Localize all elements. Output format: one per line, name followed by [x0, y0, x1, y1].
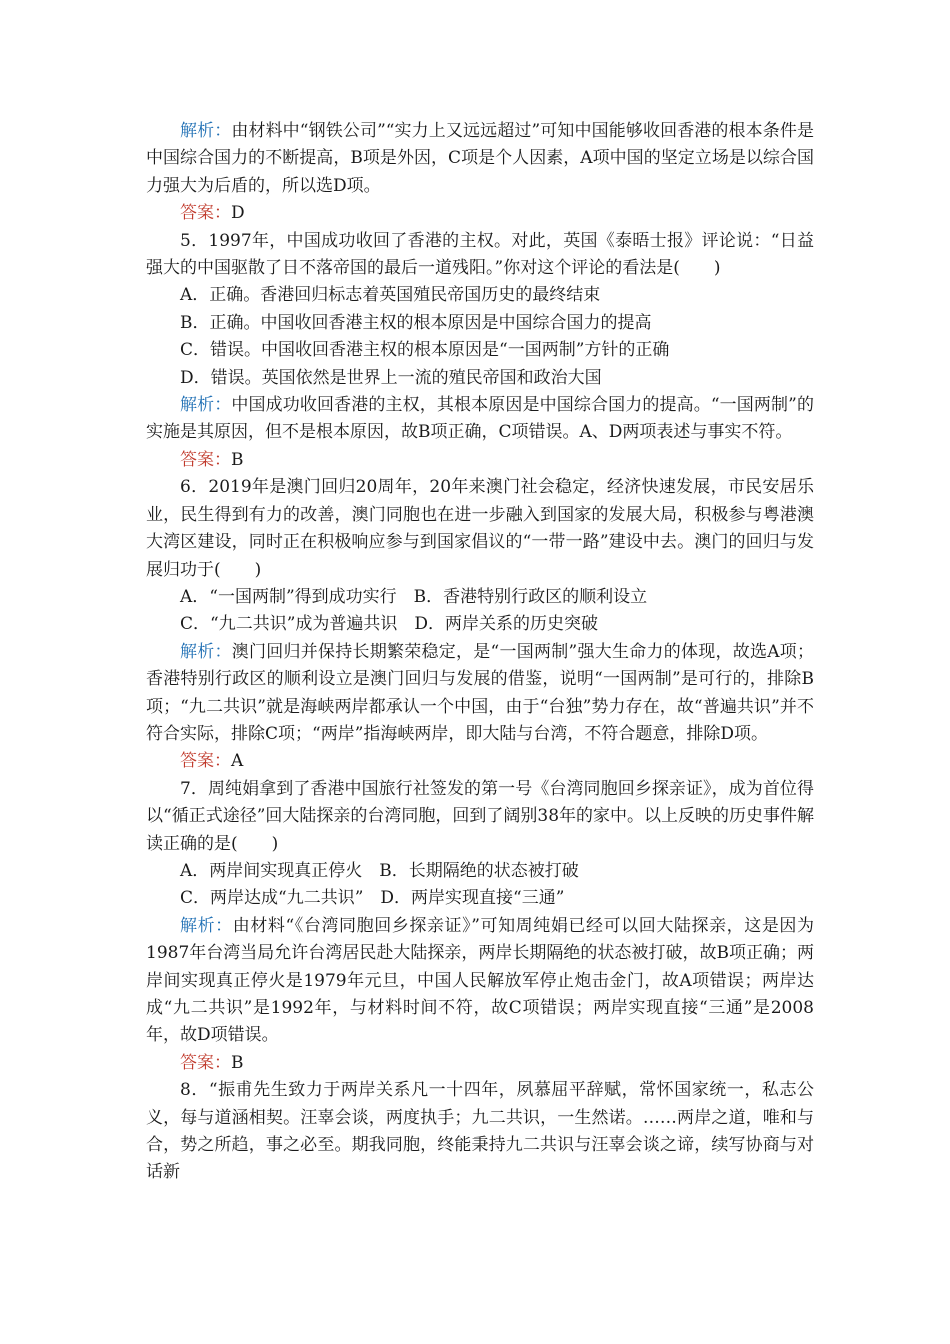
answer-line	[146, 1050, 814, 1077]
analysis-text: 由材料中“钢铁公司”“实力上又远远超过”可知中国能够收回香港的根本条件是中国综合国力的不断提高，B项是外因，C项是个人因素，A项中国的坚定立场是以综合国力强大为后盾的，所以选D项。	[146, 121, 814, 196]
analysis-paragraph	[146, 913, 814, 1050]
answer-line	[146, 748, 814, 775]
question-stem: 5．1997年，中国成功收回了香港的主权。对此，英国《泰晤士报》评论说：“日益强大的中国驱散了日不落帝国的最后一道残阳。”你对这个评论的看法是( )	[146, 230, 814, 279]
answer-label: 答案：	[180, 1052, 231, 1073]
option-d: D．错误。英国依然是世界上一流的殖民帝国和政治大国	[180, 367, 602, 388]
analysis-text: 中国成功收回香港的主权，其根本原因是中国综合国力的提高。“一国两制”的实施是其原因，但不是根本原因，故B项正确，C项错误。A、D两项表述与事实不符。	[146, 395, 814, 443]
analysis-paragraph	[146, 392, 814, 447]
analysis-paragraph	[146, 639, 814, 749]
option-row-cd: C．两岸达成“九二共识” D．两岸实现直接“三通”	[180, 888, 565, 909]
analysis-paragraph	[146, 118, 814, 200]
answer-label: 答案：	[180, 203, 231, 224]
analysis-label: 解析：	[180, 395, 232, 416]
document-page	[146, 118, 814, 1187]
answer-value: D	[231, 203, 245, 224]
analysis-text: 澳门回归并保持长期繁荣稳定，是“一国两制”强大生命力的体现，故选A项；香港特别行政区的顺利设立是澳门回归与发展的借鉴，说明“一国两制”是可行的，排除B项；“九二共识”就是海峡两岸都承认一个中国，由于“台独”势力存在，故“普遍共识”并不符合实际，排除C项；“两岸”指海峡两岸，即大陆与台湾，不符合题意，排除D项。	[146, 641, 814, 744]
option-row-ab: A．两岸间实现真正停火 B．长期隔绝的状态被打破	[180, 860, 579, 881]
answer-line	[146, 200, 814, 227]
option-row-ab: A．“一国两制”得到成功实行 B．香港特别行政区的顺利设立	[180, 586, 648, 607]
analysis-label: 解析：	[180, 121, 232, 141]
answer-label: 答案：	[180, 751, 231, 772]
option-row-cd: C．“九二共识”成为普遍共识 D．两岸关系的历史突破	[180, 614, 599, 635]
option-a: A．正确。香港回归标志着英国殖民帝国历史的最终结束	[180, 285, 601, 306]
answer-label: 答案：	[180, 449, 231, 470]
analysis-label: 解析：	[180, 641, 232, 662]
answer-line	[146, 447, 814, 474]
question-stem: 8．“振甫先生致力于两岸关系凡一十四年，夙慕屈平辞赋，常怀国家统一，私志公义，每与道涵相契。汪辜会谈，两度执手；九二共识，一生然诺。……两岸之道，唯和与合，势之所趋，事之必至。期我同胞，终能秉持九二共识与汪辜会谈之谛，续写协商与对话新	[146, 1080, 814, 1183]
option-c: C．错误。中国收回香港主权的根本原因是“一国两制”方针的正确	[180, 340, 670, 361]
question-stem: 6．2019年是澳门回归20周年，20年来澳门社会稳定，经济快速发展，市民安居乐业，民生得到有力的改善，澳门同胞也在进一步融入到国家的发展大局，积极参与粤港澳大湾区建设，同时正在积极响应参与到国家倡议的“一带一路”建设中去。澳门的回归与发展归功于( )	[146, 477, 814, 580]
answer-value: B	[231, 1052, 244, 1073]
analysis-text: 由材料“《台湾同胞回乡探亲证》”可知周纯娟已经可以回大陆探亲，这是因为1987年台湾当局允许台湾居民赴大陆探亲，两岸长期隔绝的状态被打破，故B项正确；两岸间实现真正停火是1979年元旦，中国人民解放军停止炮击金门，故A项错误；两岸达成“九二共识”是1992年，与材料时间不符，故C项错误；两岸实现直接“三通”是2008年，故D项错误。	[146, 915, 815, 1046]
analysis-label: 解析：	[180, 915, 233, 936]
option-b: B．正确。中国收回香港主权的根本原因是中国综合国力的提高	[180, 312, 652, 333]
answer-value: B	[231, 449, 244, 470]
answer-value: A	[231, 751, 244, 772]
question-stem: 7．周纯娟拿到了香港中国旅行社签发的第一号《台湾同胞回乡探亲证》，成为首位得以“循正式途径”回大陆探亲的台湾同胞，回到了阔别38年的家中。以上反映的历史事件解读正确的是( )	[146, 778, 815, 854]
